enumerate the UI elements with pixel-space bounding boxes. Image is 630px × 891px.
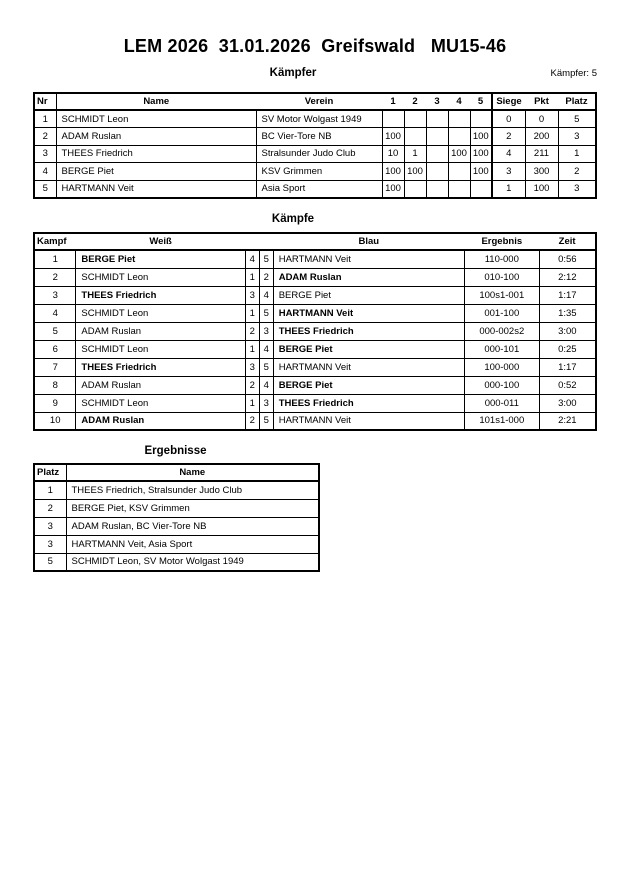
fighter-siege: 0	[492, 110, 525, 128]
fighter-platz: 5	[558, 110, 596, 128]
result-vs-4	[448, 110, 470, 128]
fighter-verein: Stralsunder Judo Club	[256, 145, 382, 163]
placement-name: SCHMIDT Leon, SV Motor Wolgast 1949	[66, 553, 319, 571]
fighter-name: THEES Friedrich	[56, 145, 256, 163]
fighter-siege: 2	[492, 128, 525, 146]
column-header-kampf: Kampf	[34, 233, 76, 250]
fighter-count-label: Kämpfer: 5	[550, 68, 597, 79]
section-heading-kaempfe: Kämpfe	[271, 213, 315, 225]
weiss-fighter: THEES Friedrich	[76, 358, 245, 376]
fighter-name: BERGE Piet	[56, 163, 256, 181]
placement-row	[34, 535, 319, 553]
bout-time: 3:00	[539, 394, 596, 412]
ergebnisse-table	[33, 463, 320, 572]
result-vs-2	[404, 110, 426, 128]
bout-result: 000-101	[464, 340, 539, 358]
fighter-pkt: 200	[525, 128, 558, 146]
bout-result: 101s1-000	[464, 412, 539, 430]
placement-rank: 3	[34, 535, 66, 553]
result-vs-3	[426, 145, 448, 163]
bout-time: 1:35	[539, 304, 596, 322]
column-header-pkt: Pkt	[525, 93, 558, 110]
result-vs-4	[448, 128, 470, 146]
placement-name: BERGE Piet, KSV Grimmen	[66, 499, 319, 517]
bout-number: 2	[34, 268, 76, 286]
column-header-blau: Blau	[273, 233, 464, 250]
bout-row	[34, 358, 596, 376]
blau-fighter: HARTMANN Veit	[273, 304, 464, 322]
blau-fighter-nr: 2	[259, 268, 273, 286]
fighter-row	[34, 163, 596, 181]
column-header-1: 1	[382, 93, 404, 110]
result-vs-4: 100	[448, 145, 470, 163]
weiss-fighter: SCHMIDT Leon	[76, 268, 245, 286]
result-vs-2	[404, 128, 426, 146]
fighter-row	[34, 110, 596, 128]
bout-number: 10	[34, 412, 76, 430]
weiss-fighter: SCHMIDT Leon	[76, 304, 245, 322]
fighter-platz: 1	[558, 145, 596, 163]
column-header-4: 4	[448, 93, 470, 110]
placement-rank: 1	[34, 481, 66, 499]
bout-number: 3	[34, 286, 76, 304]
result-vs-2: 1	[404, 145, 426, 163]
weiss-fighter: SCHMIDT Leon	[76, 394, 245, 412]
fighter-siege: 1	[492, 180, 525, 198]
fighter-row	[34, 180, 596, 198]
bout-result: 110-000	[464, 250, 539, 268]
result-vs-5: 100	[470, 163, 492, 181]
placement-rank: 3	[34, 517, 66, 535]
column-header-nr: Nr	[34, 93, 56, 110]
bout-result: 000-002s2	[464, 322, 539, 340]
result-vs-3	[426, 128, 448, 146]
fighter-pkt: 300	[525, 163, 558, 181]
bout-row	[34, 394, 596, 412]
result-vs-3	[426, 163, 448, 181]
ergebnisse-header-row	[34, 464, 319, 481]
bout-row	[34, 304, 596, 322]
bout-row	[34, 286, 596, 304]
result-vs-3	[426, 180, 448, 198]
fighter-pkt: 100	[525, 180, 558, 198]
result-vs-3	[426, 110, 448, 128]
bout-number: 4	[34, 304, 76, 322]
blau-fighter: BERGE Piet	[273, 376, 464, 394]
blau-fighter-nr: 5	[259, 412, 273, 430]
weiss-fighter-nr: 1	[245, 268, 259, 286]
fighter-nr: 5	[34, 180, 56, 198]
bout-result: 010-100	[464, 268, 539, 286]
result-vs-4	[448, 163, 470, 181]
result-vs-5: 100	[470, 128, 492, 146]
weiss-fighter: ADAM Ruslan	[76, 412, 245, 430]
bout-time: 0:52	[539, 376, 596, 394]
fighter-name: HARTMANN Veit	[56, 180, 256, 198]
bout-result: 100-000	[464, 358, 539, 376]
column-header-spacer	[259, 233, 273, 250]
bout-number: 6	[34, 340, 76, 358]
kaempfe-header-row	[34, 233, 596, 250]
placement-rank: 2	[34, 499, 66, 517]
bout-result: 100s1-001	[464, 286, 539, 304]
column-header-ergebnis: Ergebnis	[464, 233, 539, 250]
blau-fighter: HARTMANN Veit	[273, 250, 464, 268]
blau-fighter: ADAM Ruslan	[273, 268, 464, 286]
result-vs-1	[382, 110, 404, 128]
weiss-fighter-nr: 1	[245, 394, 259, 412]
weiss-fighter: BERGE Piet	[76, 250, 245, 268]
column-header-2: 2	[404, 93, 426, 110]
bout-row	[34, 340, 596, 358]
placement-name: HARTMANN Veit, Asia Sport	[66, 535, 319, 553]
blau-fighter-nr: 4	[259, 340, 273, 358]
bout-time: 1:17	[539, 286, 596, 304]
weiss-fighter-nr: 2	[245, 376, 259, 394]
weiss-fighter-nr: 1	[245, 304, 259, 322]
fighter-siege: 4	[492, 145, 525, 163]
section-heading-kaempfer: Kämpfer	[269, 67, 317, 79]
fighter-platz: 3	[558, 128, 596, 146]
blau-fighter-nr: 5	[259, 358, 273, 376]
result-vs-2	[404, 180, 426, 198]
blau-fighter: HARTMANN Veit	[273, 412, 464, 430]
blau-fighter: THEES Friedrich	[273, 394, 464, 412]
fighter-name: SCHMIDT Leon	[56, 110, 256, 128]
result-vs-5	[470, 110, 492, 128]
result-vs-1: 100	[382, 180, 404, 198]
weiss-fighter: SCHMIDT Leon	[76, 340, 245, 358]
weiss-fighter: THEES Friedrich	[76, 286, 245, 304]
bout-row	[34, 322, 596, 340]
blau-fighter: BERGE Piet	[273, 340, 464, 358]
blau-fighter-nr: 3	[259, 394, 273, 412]
weiss-fighter-nr: 3	[245, 286, 259, 304]
weiss-fighter: ADAM Ruslan	[76, 322, 245, 340]
page-title: LEM 2026 31.01.2026 Greifswald MU15-46	[123, 36, 507, 56]
kaempfer-table	[33, 92, 597, 199]
placement-rank: 5	[34, 553, 66, 571]
fighter-row	[34, 145, 596, 163]
fighter-nr: 2	[34, 128, 56, 146]
weiss-fighter-nr: 2	[245, 412, 259, 430]
bout-time: 2:12	[539, 268, 596, 286]
result-vs-1: 100	[382, 128, 404, 146]
column-header-siege: Siege	[492, 93, 525, 110]
fighter-verein: SV Motor Wolgast 1949	[256, 110, 382, 128]
column-header-platz: Platz	[558, 93, 596, 110]
fighter-platz: 2	[558, 163, 596, 181]
bout-row	[34, 250, 596, 268]
column-header-weiss: Weiß	[76, 233, 245, 250]
blau-fighter-nr: 5	[259, 304, 273, 322]
blau-fighter: HARTMANN Veit	[273, 358, 464, 376]
column-header-verein: Verein	[256, 93, 382, 110]
fighter-verein: BC Vier-Tore NB	[256, 128, 382, 146]
bout-number: 7	[34, 358, 76, 376]
column-header-name: Name	[56, 93, 256, 110]
placement-row	[34, 553, 319, 571]
column-header-5: 5	[470, 93, 492, 110]
result-vs-4	[448, 180, 470, 198]
bout-result: 000-011	[464, 394, 539, 412]
blau-fighter-nr: 4	[259, 286, 273, 304]
bout-time: 0:56	[539, 250, 596, 268]
placement-name: ADAM Ruslan, BC Vier-Tore NB	[66, 517, 319, 535]
column-header-platz: Platz	[34, 464, 66, 481]
fighter-name: ADAM Ruslan	[56, 128, 256, 146]
result-vs-5	[470, 180, 492, 198]
placement-name: THEES Friedrich, Stralsunder Judo Club	[66, 481, 319, 499]
bout-time: 1:17	[539, 358, 596, 376]
blau-fighter: BERGE Piet	[273, 286, 464, 304]
bout-number: 5	[34, 322, 76, 340]
bout-row	[34, 376, 596, 394]
fighter-nr: 1	[34, 110, 56, 128]
bout-result: 001-100	[464, 304, 539, 322]
fighter-pkt: 211	[525, 145, 558, 163]
fighter-verein: Asia Sport	[256, 180, 382, 198]
section-heading-ergebnisse: Ergebnisse	[144, 445, 207, 457]
bout-result: 000-100	[464, 376, 539, 394]
placement-row	[34, 481, 319, 499]
result-vs-1: 10	[382, 145, 404, 163]
result-vs-1: 100	[382, 163, 404, 181]
fighter-nr: 3	[34, 145, 56, 163]
bout-time: 3:00	[539, 322, 596, 340]
blau-fighter-nr: 3	[259, 322, 273, 340]
column-header-name: Name	[66, 464, 319, 481]
weiss-fighter-nr: 1	[245, 340, 259, 358]
kaempfer-header-row	[34, 93, 596, 110]
column-header-spacer	[245, 233, 259, 250]
result-vs-5: 100	[470, 145, 492, 163]
kaempfe-table	[33, 232, 597, 431]
weiss-fighter-nr: 4	[245, 250, 259, 268]
bout-number: 8	[34, 376, 76, 394]
bout-time: 0:25	[539, 340, 596, 358]
fighter-row	[34, 128, 596, 146]
weiss-fighter-nr: 3	[245, 358, 259, 376]
column-header-3: 3	[426, 93, 448, 110]
bout-number: 9	[34, 394, 76, 412]
bout-row	[34, 268, 596, 286]
bout-number: 1	[34, 250, 76, 268]
bout-time: 2:21	[539, 412, 596, 430]
blau-fighter: THEES Friedrich	[273, 322, 464, 340]
fighter-nr: 4	[34, 163, 56, 181]
fighter-verein: KSV Grimmen	[256, 163, 382, 181]
fighter-pkt: 0	[525, 110, 558, 128]
placement-row	[34, 517, 319, 535]
blau-fighter-nr: 4	[259, 376, 273, 394]
blau-fighter-nr: 5	[259, 250, 273, 268]
fighter-platz: 3	[558, 180, 596, 198]
weiss-fighter: ADAM Ruslan	[76, 376, 245, 394]
weiss-fighter-nr: 2	[245, 322, 259, 340]
placement-row	[34, 499, 319, 517]
fighter-siege: 3	[492, 163, 525, 181]
bout-row	[34, 412, 596, 430]
result-vs-2: 100	[404, 163, 426, 181]
column-header-zeit: Zeit	[539, 233, 596, 250]
